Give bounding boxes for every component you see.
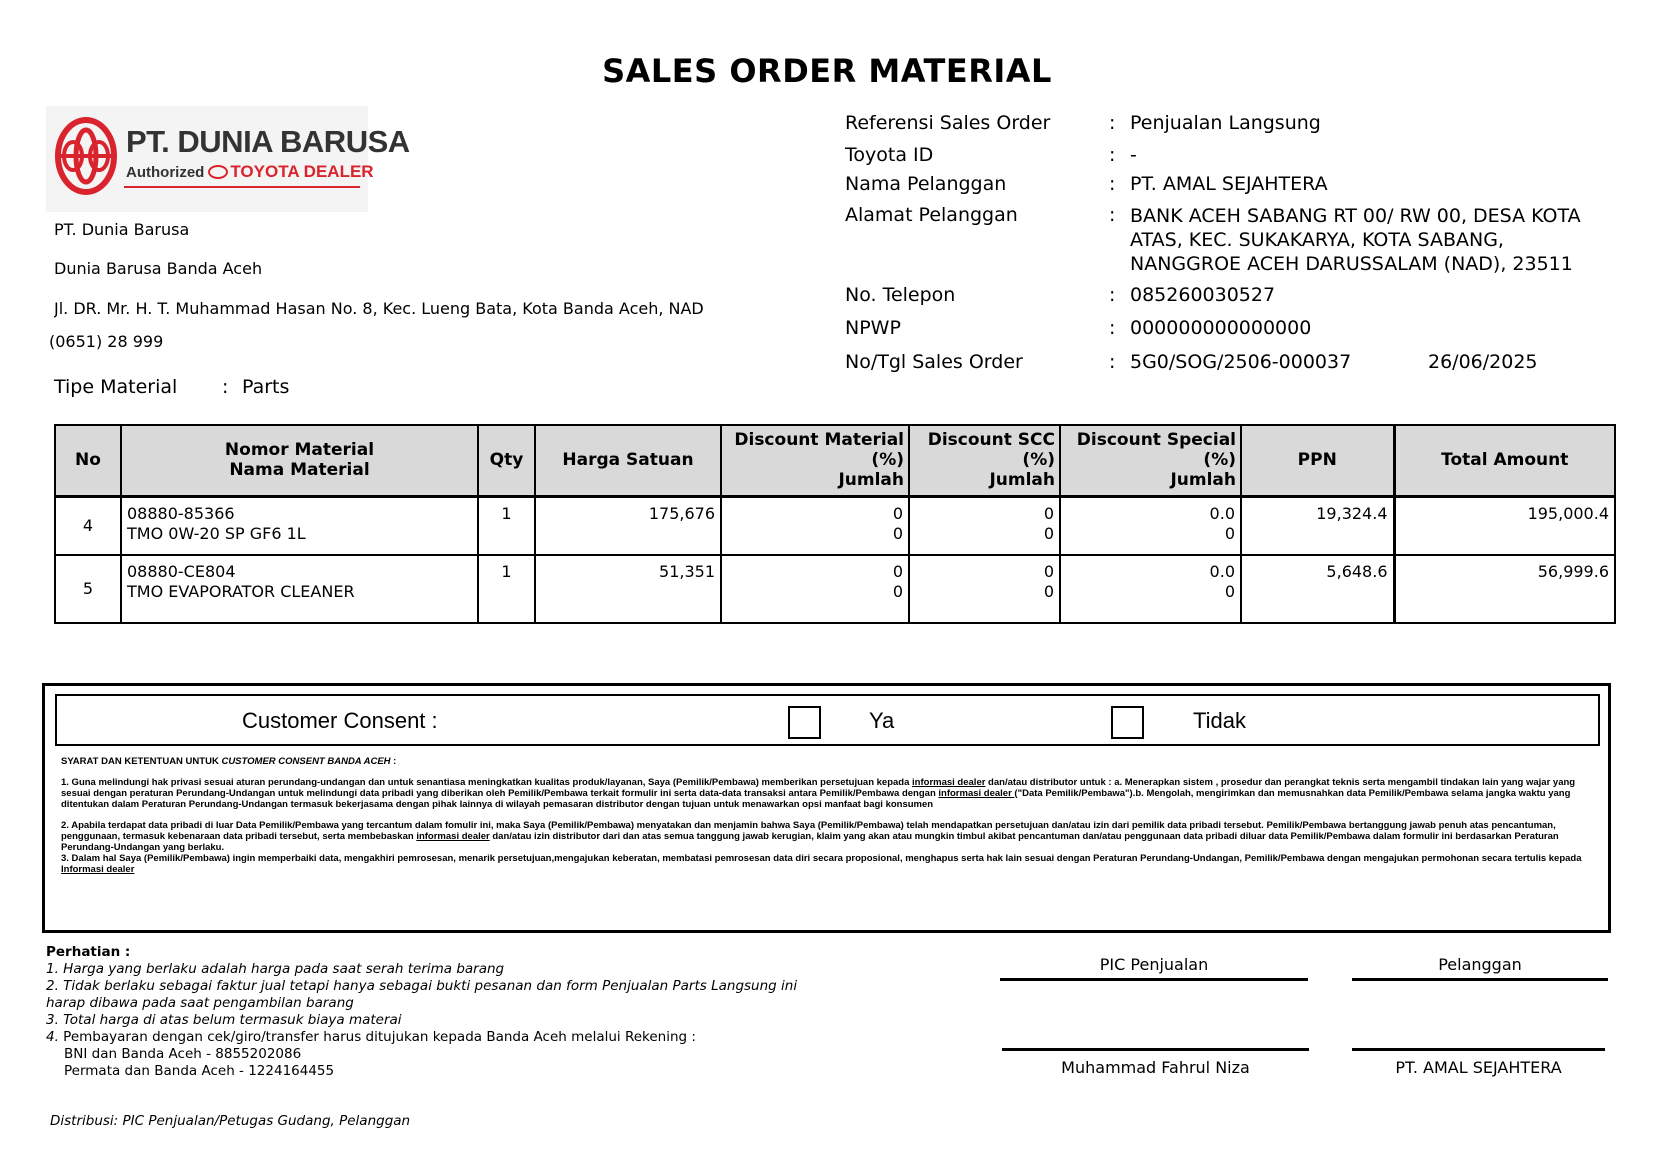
col-discount-material	[721, 425, 909, 496]
consent-yes-checkbox[interactable]	[788, 706, 821, 739]
logo-company-name: PT. DUNIA BARUSA	[126, 124, 410, 159]
npwp-label: NPWP	[845, 317, 901, 339]
terms-2b: dan/atau izin distributor dari dan atas semua tanggung jawab kerugian, klaim yang akan atau mungkin timbul akibat pencantuman dan/atau penggunaan data pribadi diluar data Pemilik/Pembawa dalam formulir ini berdasarkan Peraturan Perundang-Undangan yang berlaku.	[61, 831, 1559, 853]
perhatian-notes	[46, 944, 797, 1080]
nama-pelanggan-sep: :	[1109, 173, 1116, 195]
col-discount-special-title: Discount Special	[1076, 430, 1236, 451]
terms-clause-3	[61, 853, 1593, 875]
company-logo	[46, 106, 410, 212]
row-qty: 1	[478, 496, 535, 555]
terms-clause-1	[61, 777, 1593, 810]
terms-clause-2	[61, 820, 1593, 853]
company-branch: Dunia Barusa Banda Aceh	[54, 259, 263, 278]
referensi-value: Penjualan Langsung	[1130, 112, 1321, 134]
col-ppn: PPN	[1241, 425, 1394, 496]
customer-name: PT. AMAL SEJAHTERA	[1395, 1058, 1562, 1077]
row-ppn: 5,648.6	[1241, 555, 1394, 623]
customer-consent-section	[42, 683, 1611, 933]
row-discount-material-amt: 0	[892, 582, 903, 601]
table-row	[55, 555, 1615, 623]
row-discount-special-pct: 0.0	[1209, 503, 1235, 523]
col-discount-scc-title: Discount SCC	[927, 430, 1055, 451]
toyota-id-sep: :	[1109, 144, 1116, 166]
consent-yes-label: Ya	[869, 708, 895, 733]
nama-pelanggan-value: PT. AMAL SEJAHTERA	[1130, 173, 1328, 195]
telepon-label: No. Telepon	[845, 284, 956, 306]
consent-no-label: Tidak	[1193, 708, 1246, 733]
col-harga-satuan: Harga Satuan	[535, 425, 721, 496]
company-address: Jl. DR. Mr. H. T. Muhammad Hasan No. 8, Kec. Lueng Bata, Kota Banda Aceh, NAD	[54, 299, 704, 318]
npwp-sep: :	[1109, 317, 1116, 339]
bank-account-bni: BNI dan Banda Aceh - 8855202086	[64, 1046, 302, 1062]
referensi-label: Referensi Sales Order	[845, 112, 1051, 134]
customer-signature-line-top	[1352, 978, 1608, 981]
col-nomor-material: Nomor Material	[224, 440, 375, 461]
bank-account-permata: Permata dan Banda Aceh - 1224164455	[64, 1063, 335, 1079]
row-no: 5	[55, 555, 121, 623]
informasi-dealer-link[interactable]: informasi dealer	[416, 831, 490, 842]
row-material-code: 08880-CE804	[127, 562, 236, 581]
row-discount-scc-amt: 0	[1043, 523, 1054, 543]
row-material	[121, 496, 478, 555]
informasi-dealer-link[interactable]: informasi dealer	[938, 788, 1015, 799]
pic-name: Muhammad Fahrul Niza	[1061, 1058, 1250, 1077]
terms-1b: dan/atau distributor untuk : a. Menerapkan sistem , prosedur dan perangkat teknis serta mengambil tindakan lain yang wajar yang sesuai dengan peraturan Perundang-Undangan untuk melindungi data pribadi yang diberikan oleh Pemilik/Pembawa terkait formulir ini serta data-data transaksi antara Pemilik/Pembawa dengan	[61, 777, 1576, 799]
col-discount-material-jumlah: Jumlah	[838, 470, 904, 491]
row-discount-special-amt: 0	[1224, 582, 1235, 601]
nama-pelanggan-label: Nama Pelanggan	[845, 173, 1007, 195]
row-discount-material-amt: 0	[892, 523, 903, 543]
alamat-label: Alamat Pelanggan	[845, 204, 1018, 226]
col-discount-special-jumlah: Jumlah	[1170, 470, 1236, 491]
telepon-value: 085260030527	[1130, 284, 1276, 306]
perhatian-note-4-text: Pembayaran dengan cek/giro/transfer harus ditujukan kepada Banda Aceh melalui Rekening :	[58, 1029, 696, 1045]
perhatian-note-2-cont: harap dibawa pada saat pengambilan barang	[46, 995, 354, 1011]
terms-title-c: :	[390, 756, 397, 767]
consent-label: Customer Consent :	[242, 708, 438, 733]
col-no: No	[55, 425, 121, 496]
toyota-emblem-icon	[54, 116, 118, 196]
col-discount-special	[1060, 425, 1241, 496]
row-material-name: TMO EVAPORATOR CLEANER	[127, 582, 355, 601]
referensi-sep: :	[1109, 112, 1116, 134]
company-name: PT. Dunia Barusa	[54, 220, 190, 239]
row-material-name: TMO 0W-20 SP GF6 1L	[127, 523, 306, 543]
items-table	[54, 424, 1616, 624]
row-discount-scc-pct: 0	[1043, 503, 1054, 523]
consent-no-checkbox[interactable]	[1111, 706, 1144, 739]
row-harga: 175,676	[535, 496, 721, 555]
logo-brand: TOYOTA DEALER	[230, 162, 374, 181]
terms-3a: 3. Dalam hal Saya (Pemilik/Pembawa) ingin memperbaiki data, mengakhiri pemrosesan, menarik persetujuan,mengajukan keberatan, membatasi pemrosesan data diri secara proposional, menghapus serta hak lain sesuai dengan Peraturan Perundang-Undangan, Pemilik/Pembawa dengan mengajukan permohonan secara tertulis kepada	[61, 853, 1582, 864]
row-discount-scc-amt: 0	[1043, 582, 1054, 601]
table-row	[55, 496, 1615, 555]
terms-1a: 1. Guna melindungi hak privasi sesuai aturan perundang-undangan dan untuk senantiasa meningkatkan kualitas produk/layanan, Saya (Pemilik/Pembawa) memberikan persetujuan kepada	[61, 777, 913, 788]
row-discount-material	[721, 555, 909, 623]
col-material	[121, 425, 478, 496]
row-material	[121, 555, 478, 623]
toyota-id-label: Toyota ID	[845, 144, 934, 166]
terms-1c: ("Data Pemilik/Pembawa").b. Mengolah, mengirimkan dan memusnahkan data Pemilik/Pembawa selama jangka waktu yang ditentukan dalam Peraturan Perundang-Undangan termasuk bekerjasama dengan pihak lainnya di wilayah pemasaran distributor dengan tujuan untuk menawarkan opsi manfaat bagi konsumen	[61, 788, 1571, 810]
perhatian-title: Perhatian :	[46, 944, 131, 960]
telepon-sep: :	[1109, 284, 1116, 306]
row-qty: 1	[478, 555, 535, 623]
table-header-row	[55, 425, 1615, 496]
row-discount-special	[1060, 496, 1241, 555]
company-phone: (0651) 28 999	[49, 332, 164, 351]
logo-authorized: Authorized	[126, 164, 205, 181]
npwp-value: 000000000000000	[1130, 317, 1312, 339]
perhatian-note-2: 2. Tidak berlaku sebagai faktur jual tetapi hanya sebagai bukti pesanan dan form Penjualan Parts Langsung ini	[46, 978, 798, 994]
perhatian-note-4	[46, 1029, 797, 1046]
row-ppn: 19,324.4	[1241, 496, 1394, 555]
col-discount-material-title: Discount Material	[734, 430, 904, 451]
informasi-dealer-link[interactable]: informasi dealer	[912, 777, 986, 788]
row-discount-special-pct: 0.0	[1209, 562, 1235, 581]
row-discount-material-pct: 0	[892, 562, 903, 581]
informasi-dealer-link[interactable]: Informasi dealer	[61, 864, 135, 875]
row-material-code: 08880-85366	[127, 503, 235, 523]
col-discount-scc-jumlah: Jumlah	[989, 470, 1055, 491]
row-discount-material-pct: 0	[892, 503, 903, 523]
row-discount-scc-pct: 0	[1043, 562, 1054, 581]
no-tgl-so-label: No/Tgl Sales Order	[845, 351, 1023, 373]
col-discount-scc-pct: (%)	[1022, 450, 1055, 471]
consent-choice-bar	[55, 694, 1600, 746]
col-discount-material-pct: (%)	[871, 450, 904, 471]
consent-terms	[61, 756, 1593, 885]
terms-2a: 2. Apabila terdapat data pribadi di luar Data Pemilik/Pembawa yang tercantum dalam fomulir ini, maka Saya (Pemilik/Pembawa) menyatakan dan menjamin bahwa Saya (Pemilik/Pembawa) telah mendapatkan persetujuan dan/atau izin dari pemilik data pribadi tersebut. Pemilik/Pembawa bertanggung jawab penuh atas pencantuman, penggunaan, termasuk kebenaraan data pribadi tersebut, serta membebaskan	[61, 820, 1556, 842]
col-discount-scc	[909, 425, 1060, 496]
document-title: SALES ORDER MATERIAL	[602, 52, 1052, 90]
customer-signature-line	[1352, 1048, 1605, 1051]
pelanggan-label: Pelanggan	[1438, 955, 1522, 974]
pic-signature-line	[1002, 1048, 1309, 1051]
no-tgl-so-sep: :	[1109, 351, 1116, 373]
terms-title-b: CUSTOMER CONSENT BANDA ACEH	[221, 756, 391, 767]
perhatian-note-1: 1. Harga yang berlaku adalah harga pada saat serah terima barang	[46, 961, 505, 977]
perhatian-note-3: 3. Total harga di atas belum termasuk biaya materai	[46, 1012, 402, 1028]
distribution-note: Distribusi: PIC Penjualan/Petugas Gudang, Pelanggan	[50, 1113, 411, 1129]
alamat-value: BANK ACEH SABANG RT 00/ RW 00, DESA KOTA ATAS, KEC. SUKAKARYA, KOTA SABANG, NANGGROE ACEH DARUSSALAM (NAD), 23511	[1130, 205, 1581, 275]
pic-penjualan-label: PIC Penjualan	[1099, 955, 1209, 974]
logo-divider	[124, 186, 360, 188]
pic-signature-line-top	[1000, 978, 1308, 981]
sales-order-date: 26/06/2025	[1428, 351, 1538, 373]
col-qty: Qty	[478, 425, 535, 496]
logo-tagline	[126, 162, 374, 182]
row-discount-special-amt: 0	[1224, 523, 1235, 543]
row-discount-material	[721, 496, 909, 555]
row-discount-scc	[909, 496, 1060, 555]
tipe-material-label: Tipe Material	[54, 376, 178, 398]
row-total: 56,999.6	[1394, 555, 1615, 623]
row-total: 195,000.4	[1394, 496, 1615, 555]
row-harga: 51,351	[535, 555, 721, 623]
alamat-sep: :	[1109, 204, 1116, 226]
toyota-mark-icon	[208, 165, 228, 179]
tipe-material-sep: :	[222, 376, 229, 398]
row-discount-special	[1060, 555, 1241, 623]
row-no: 4	[55, 496, 121, 555]
toyota-id-value: -	[1130, 144, 1137, 166]
tipe-material-value: Parts	[242, 376, 290, 398]
col-nama-material: Nama Material	[229, 460, 370, 481]
col-discount-special-pct: (%)	[1203, 450, 1236, 471]
terms-title-a: SYARAT DAN KETENTUAN UNTUK	[61, 756, 222, 767]
col-total-amount: Total Amount	[1394, 425, 1615, 496]
row-discount-scc	[909, 555, 1060, 623]
perhatian-note-4-num: 4.	[46, 1029, 59, 1045]
terms-title	[61, 756, 1593, 767]
sales-order-number: 5G0/SOG/2506-000037	[1130, 351, 1352, 373]
